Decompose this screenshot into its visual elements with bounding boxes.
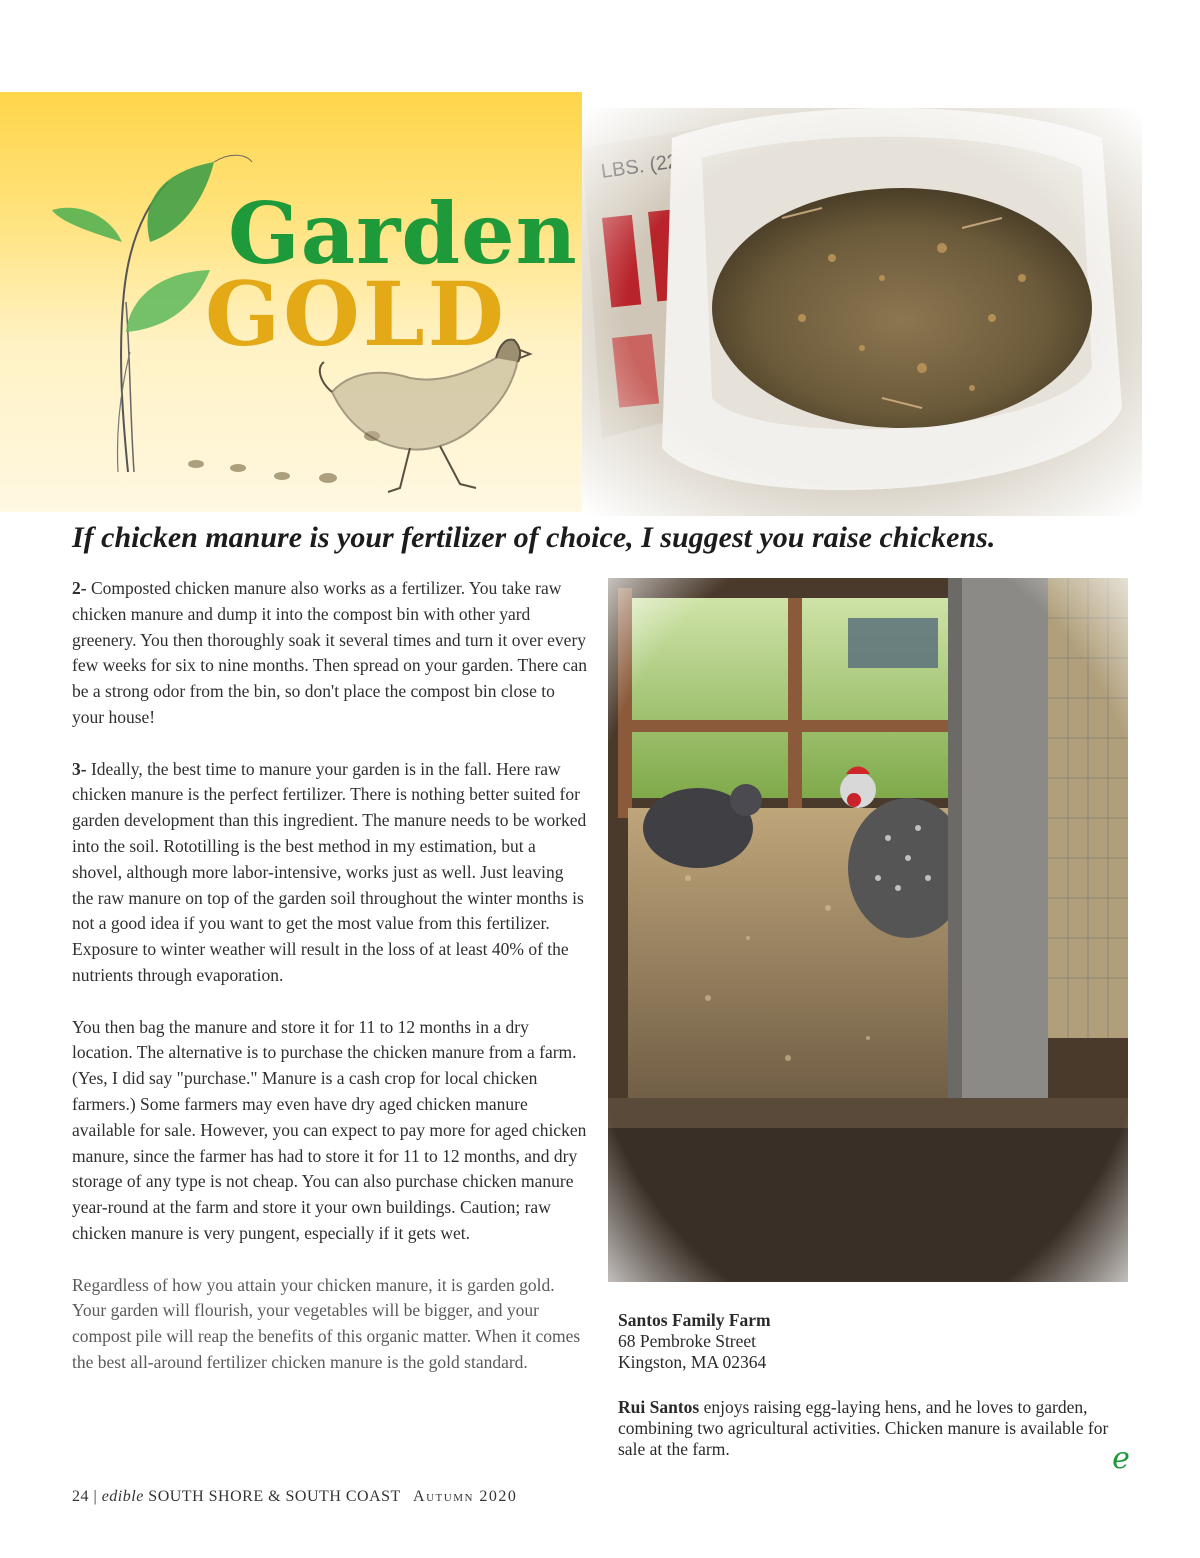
author-bio-text: enjoys raising egg-laying hens, and he loves to garden, combining two agricultural activities. Chicken manure is available for sale at the farm. xyxy=(618,1397,1109,1459)
farm-caption xyxy=(618,1310,1138,1460)
paragraph-text: You then bag the manure and store it for 11 to 12 months in a dry location. The alternative is to purchase the chicken manure from a farm. (Yes, I did say "purchase." Manure is a cash crop for local chicken farmers.) Some farmers may even have dry aged chicken manure available for sale. However, you can expect to pay more for aged chicken manure, since the farmer has had to store it for 11 to 12 months, and dry storage of any type is not cheap. You can also purchase chicken manure year-round at the farm and store it your own buildings. Caution; raw chicken manure is very pungent, especially if it gets wet. xyxy=(72,1016,587,1243)
paragraph-2 xyxy=(72,576,587,731)
title-gold: GOLD xyxy=(205,262,507,366)
page-number: 24 xyxy=(72,1488,89,1505)
farm-street: 68 Pembroke Street xyxy=(618,1331,757,1351)
headline: If chicken manure is your fertilizer of choice, I suggest you raise chickens. xyxy=(72,521,996,554)
author-bio xyxy=(618,1397,1138,1460)
end-mark-icon: e xyxy=(1112,1441,1130,1476)
paragraph-number: 2- xyxy=(72,578,87,598)
magazine-name: SOUTH SHORE & SOUTH COAST xyxy=(148,1488,401,1505)
paragraph-3 xyxy=(72,757,587,989)
paragraph-text: Ideally, the best time to manure your garden is in the fall. Here raw chicken manure is the perfect fertilizer. There is nothing better suited for garden development than this ingredient. The manure needs to be worked into the soil. Rototilling is the best method in my estimation, but a shovel, although more labor-intensive, works just as well. Just leaving the raw manure on top of the garden soil throughout the winter months is not a good idea if you want to get the most value from this fertilizer. Exposure to winter weather will result in the loss of at least 40% of the nutrients through evaporation. xyxy=(72,758,587,985)
paragraph-text: Composted chicken manure also works as a fertilizer. You take raw chicken manure and dump it into the compost bin with other yard greenery. You then thoroughly soak it several times and turn it over every few weeks for six to nine months. Then spread on your garden. There can be a strong odor from the bin, so don't place the compost bin close to your house! xyxy=(72,578,587,727)
header-illustration xyxy=(0,92,582,512)
magazine-brand: edible xyxy=(101,1488,144,1505)
paragraph-conclusion xyxy=(72,1273,587,1376)
page-footer xyxy=(72,1488,517,1506)
manure-bag-photo xyxy=(582,108,1142,516)
footer-separator: | xyxy=(93,1488,98,1505)
article-body xyxy=(72,576,587,1402)
paragraph-storage xyxy=(72,1015,587,1247)
paragraph-text: Regardless of how you attain your chicken manure, it is garden gold. Your garden will flourish, your vegetables will be bigger, and your compost pile will reap the benefits of this organic matter. When it comes the best all-around fertilizer chicken manure is the gold standard. xyxy=(72,1274,581,1372)
author-name: Rui Santos xyxy=(618,1397,700,1417)
chickens-coop-photo xyxy=(608,578,1128,1282)
farm-city: Kingston, MA 02364 xyxy=(618,1352,767,1372)
title-garden: Garden xyxy=(228,184,578,283)
paragraph-number: 3- xyxy=(72,758,87,779)
issue-season: Autumn 2020 xyxy=(413,1488,518,1505)
farm-name: Santos Family Farm xyxy=(618,1310,771,1330)
